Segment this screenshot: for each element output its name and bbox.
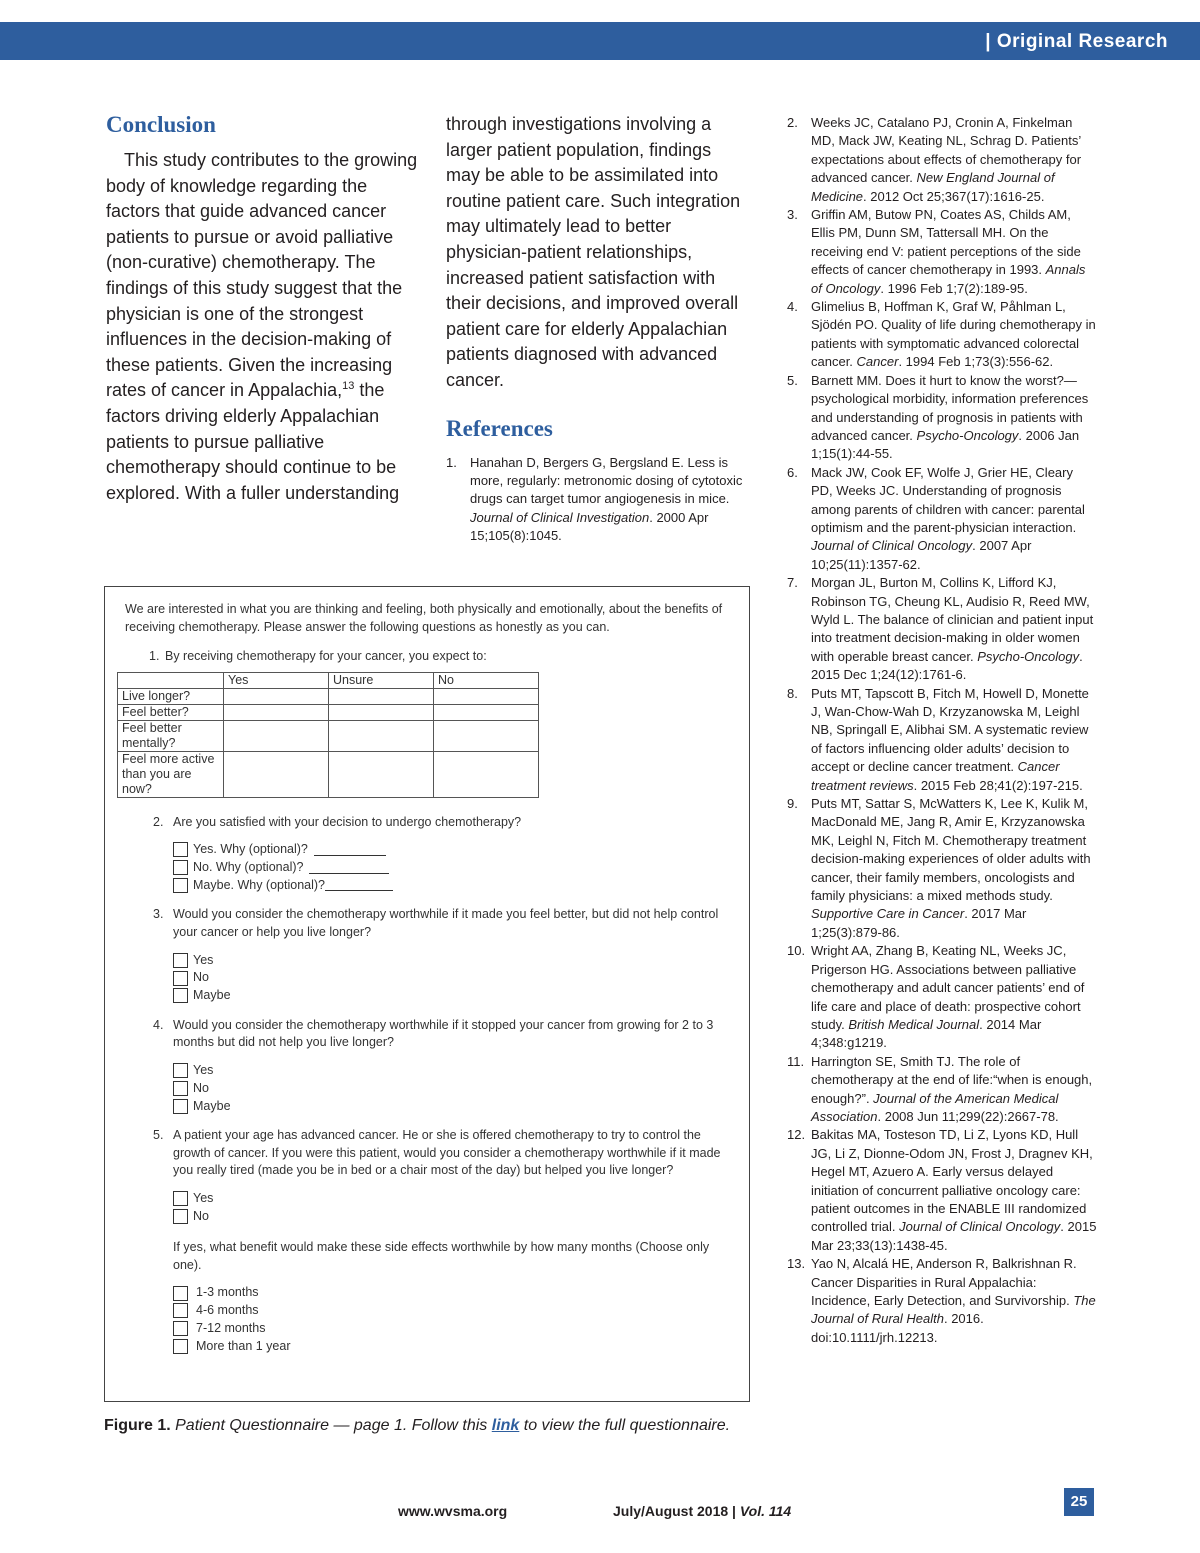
table-header-row xyxy=(118,672,539,688)
reference-details: . 2015 Mar 23;33(13):1438-45. xyxy=(811,1219,1097,1253)
table-row xyxy=(118,720,539,751)
question-5 xyxy=(125,1127,737,1355)
answer-options xyxy=(173,951,737,1004)
row-label: Feel better mentally? xyxy=(118,720,224,751)
question-3 xyxy=(125,906,737,1004)
option-maybe xyxy=(173,987,737,1005)
question-text: A patient your age has advanced cancer. He or she is offered chemotherapy to try to control the growth of cancer. If you were this patient, would you consider a chemotherapy worthwhile if it made you really tired (made you be in bed or a chair most of the day) but helped you live longer? xyxy=(173,1128,721,1178)
answer-cell[interactable] xyxy=(434,751,539,797)
reference-text: Puts MT, Tapscott B, Fitch M, Howell D, Monette J, Wan-Chow-Wah D, Krzyzanowska M, Leighl NB, Springall E, Alibhai SM. A systematic review of factors influencing older adults’ decision to accept or decline cancer treatment. xyxy=(811,685,1089,775)
expectation-table xyxy=(117,672,539,798)
answer-cell[interactable] xyxy=(329,704,434,720)
reference-number: 3. xyxy=(787,207,798,223)
reference-number: 13. xyxy=(787,1256,806,1272)
checkbox[interactable] xyxy=(173,1063,188,1078)
row-label: Live longer? xyxy=(118,688,224,704)
reference-journal: Journal of Clinical Investigation xyxy=(470,509,650,525)
conclusion-continued: through investigations involving a larger patient population, findings may be able to be assimilated into routine patient care. Such integration may ultimately lead to better physician-patient relationships, increased patient satisfaction with their decisions, and improved overall patient care for elderly Appalachian patients diagnosed with advanced cancer. xyxy=(446,114,741,390)
reference-journal: Psycho-Oncology xyxy=(977,648,1080,664)
column-header: No xyxy=(434,672,539,688)
option-yes xyxy=(173,1190,737,1208)
reference-list-part2 xyxy=(787,114,1097,1347)
references-heading: References xyxy=(446,415,553,441)
reference-item xyxy=(446,454,746,546)
reference-details: . 2007 Apr 10;25(11):1357-62. xyxy=(811,538,1032,572)
question-text: By receiving chemotherapy for your cancer, you expect to: xyxy=(165,649,487,663)
reference-journal: Journal of the American Medical Association xyxy=(811,1090,1059,1124)
reference-item xyxy=(787,574,1097,684)
reference-journal: British Medical Journal xyxy=(848,1016,980,1032)
patient-questionnaire xyxy=(104,586,750,1402)
checkbox[interactable] xyxy=(173,1339,188,1354)
conclusion-heading: Conclusion xyxy=(106,112,216,137)
checkbox[interactable] xyxy=(173,1191,188,1206)
question-number: 2. xyxy=(153,814,164,829)
reference-text: Yao N, Alcalá HE, Anderson R, Balkrishnan R. Cancer Disparities in Rural Appalachia: Incidence, Early Detection, and Survivorship. xyxy=(811,1256,1077,1308)
reference-item xyxy=(787,298,1097,372)
option-no xyxy=(173,1080,737,1098)
header-bar xyxy=(0,22,1200,60)
option-label: Yes xyxy=(193,1190,214,1205)
reference-details: . 2016. doi:10.1111/jrh.12213. xyxy=(811,1311,984,1345)
checkbox[interactable] xyxy=(173,971,188,986)
option-no xyxy=(173,859,737,877)
caption-text-end: to view the full questionnaire. xyxy=(519,1417,731,1434)
answer-cell[interactable] xyxy=(224,720,329,751)
reference-details: . 2017 Mar 1;25(3):879-86. xyxy=(811,906,1027,940)
option-label: Yes xyxy=(193,952,214,967)
reference-text: Hanahan D, Bergers G, Bergsland E. Less is more, regularly: metronomic dosing of cytotoxic drugs can target tumor angiogenesis in mice. xyxy=(470,454,743,507)
reference-number: 6. xyxy=(787,464,798,480)
reference-details: . 2000 Apr 15;105(8):1045. xyxy=(470,509,709,544)
reference-journal: Journal of Clinical Oncology xyxy=(899,1219,1061,1235)
reference-text: Barnett MM. Does it hurt to know the worst?—psychological morbidity, information preferences and understanding of prognosis in patients with advanced cancer. xyxy=(811,372,1089,443)
checkbox[interactable] xyxy=(173,1303,188,1318)
option-label: More than 1 year xyxy=(196,1338,291,1353)
option-label: Maybe xyxy=(193,988,231,1003)
reference-number: 9. xyxy=(787,796,798,812)
question-4 xyxy=(125,1017,737,1115)
reference-journal: Cancer treatment reviews xyxy=(811,759,1060,793)
option-label: No xyxy=(193,1080,209,1095)
reference-details: . 2006 Jan 1;15(1):44-55. xyxy=(811,427,1080,462)
question-text: Would you consider the chemotherapy worthwhile if it made you feel better, but did not help control your cancer or help you live longer? xyxy=(173,907,719,939)
reference-details: . 1994 Feb 1;73(3):556-62. xyxy=(898,354,1054,370)
reference-item xyxy=(787,795,1097,942)
checkbox[interactable] xyxy=(173,1209,188,1224)
answer-options xyxy=(173,1062,737,1115)
footer-website: www.wvsma.org xyxy=(398,1503,508,1519)
option-maybe xyxy=(173,877,737,895)
reference-item xyxy=(787,114,1097,206)
answer-cell[interactable] xyxy=(434,720,539,751)
option-no xyxy=(173,969,737,987)
reference-number: 12. xyxy=(787,1127,806,1143)
section-label: | Original Research xyxy=(985,31,1168,52)
conclusion-column xyxy=(106,112,426,506)
conclusion-paragraph xyxy=(106,148,426,506)
footer-issue xyxy=(613,1503,791,1519)
question-number: 1. xyxy=(149,649,160,663)
reference-text: Wright AA, Zhang B, Keating NL, Weeks JC, Prigerson HG. Associations between palliative chemotherapy and adult cancer patients’ end of life care and place of death: prospective cohort study. xyxy=(811,943,1085,1032)
answer-cell[interactable] xyxy=(224,751,329,797)
reference-item xyxy=(787,1126,1097,1255)
answer-cell[interactable] xyxy=(329,751,434,797)
table-row xyxy=(118,751,539,797)
checkbox[interactable] xyxy=(173,1099,188,1114)
reference-details: . 2008 Jun 11;299(22):2667-78. xyxy=(877,1108,1059,1124)
option-yes xyxy=(173,841,737,859)
reference-number: 10. xyxy=(787,943,806,959)
answer-cell[interactable] xyxy=(434,704,539,720)
reference-journal: Annals of Oncology xyxy=(811,262,1086,296)
conclusion-text-2: the factors driving elderly Appalachian patients to pursue palliative chemotherapy should continue to be explored. With a fuller understanding xyxy=(106,380,400,503)
reference-number: 5. xyxy=(787,372,798,388)
issue-date: July/August 2018 | xyxy=(613,1503,740,1519)
row-label: Feel more active than you are now? xyxy=(118,751,224,797)
reference-text: Glimelius B, Hoffman K, Graf W, Påhlman L, Sjödén PO. Quality of life during chemotherapy in patients with symptomatic advanced colorectal cancer. xyxy=(811,299,1096,370)
reference-item xyxy=(787,942,1097,1052)
question-1 xyxy=(125,648,737,666)
question-2 xyxy=(125,814,737,895)
option-label: 4-6 months xyxy=(196,1303,259,1318)
reference-number: 4. xyxy=(787,299,798,315)
answer-options xyxy=(173,841,737,894)
reference-text: Bakitas MA, Tosteson TD, Li Z, Lyons KD, Hull JG, Li Z, Dionne-Odom JN, Frost J, Dragnev KH, Hegel MT, Azuero A. Early versus delayed initiation of concurrent palliative oncology care: patient outcomes in the ENABLE III randomized controlled trial. xyxy=(811,1127,1093,1235)
reference-text: Harrington SE, Smith TJ. The role of chemotherapy at the end of life:“when is enough, enough?”. xyxy=(811,1053,1093,1106)
option-label: Yes. Why (optional)? xyxy=(193,842,308,857)
answer-cell[interactable] xyxy=(224,704,329,720)
reference-details: . 1996 Feb 1;7(2):189-95. xyxy=(880,280,1028,296)
option-label: No. Why (optional)? xyxy=(193,859,304,874)
reference-details: . 2012 Oct 25;367(17):1616-25. xyxy=(863,188,1045,204)
option-yes xyxy=(173,951,737,969)
reference-item xyxy=(787,1255,1097,1347)
reference-text: Weeks JC, Catalano PJ, Cronin A, Finkelman MD, Mack JW, Keating NL, Schrag D. Patients’ expectations about effects of chemotherapy for advanced cancer. xyxy=(811,115,1082,186)
middle-column xyxy=(446,112,746,546)
reference-item xyxy=(787,685,1097,795)
reference-journal: Cancer xyxy=(856,354,899,370)
followup-question: If yes, what benefit would make these side effects worthwhile by how many months (Choose only one). xyxy=(173,1240,710,1272)
reference-item xyxy=(787,1053,1097,1127)
option-label: Maybe xyxy=(193,1098,231,1113)
checkbox[interactable] xyxy=(173,1321,188,1336)
conclusion-text-1: This study contributes to the growing body of knowledge regarding the factors that guide advanced cancer patients to pursue or avoid palliative (non-curative) chemotherapy. The findings of this study suggest that the physician is one of the strongest influences in the decision-making of these patients. Given the increasing rates of cancer in Appalachia, xyxy=(106,150,418,401)
reference-text: Griffin AM, Butow PN, Coates AS, Childs AM, Ellis PM, Dunn SM, Tattersall MH. On the receiving end V: patient perceptions of the side effects of cancer chemotherapy in 1993. xyxy=(811,207,1081,278)
question-text: Would you consider the chemotherapy worthwhile if it stopped your cancer from growing for 2 to 3 months but did not help you live longer? xyxy=(173,1017,714,1050)
volume-number: Vol. 114 xyxy=(739,1503,792,1519)
figure-caption xyxy=(104,1417,730,1435)
answer-cell[interactable] xyxy=(434,688,539,704)
reference-journal: Journal of Clinical Oncology xyxy=(811,538,973,554)
option-label: Maybe. Why (optional)? xyxy=(193,877,326,892)
reference-number: 2. xyxy=(787,115,798,130)
question-number: 4. xyxy=(153,1017,164,1032)
reference-list-part1 xyxy=(446,454,746,546)
figure-label: Figure 1. xyxy=(104,1417,171,1434)
reference-journal: Psycho-Oncology xyxy=(916,427,1019,443)
reference-number: 8. xyxy=(787,685,798,701)
option-1-3-months xyxy=(173,1284,737,1302)
checkbox[interactable] xyxy=(173,988,188,1003)
reference-item xyxy=(787,464,1097,574)
answer-options xyxy=(173,1190,737,1226)
answer-cell[interactable] xyxy=(329,720,434,751)
page-number: 25 xyxy=(1064,1488,1094,1516)
checkbox[interactable] xyxy=(173,878,188,893)
reference-number: 11. xyxy=(787,1053,805,1069)
reference-details: . 2015 Feb 28;41(2):197-215. xyxy=(913,777,1083,793)
reference-number: 1. xyxy=(446,454,457,470)
option-7-12-months xyxy=(173,1320,737,1338)
question-number: 5. xyxy=(153,1128,164,1143)
row-label: Feel better? xyxy=(118,704,224,720)
reference-text: Morgan JL, Burton M, Collins K, Lifford KJ, Robinson TG, Cheung KL, Audisio R, Reed MW, Wyld L. The balance of clinician and patient input into treatment decision-making in older women with operable breast cancer. xyxy=(811,575,1094,664)
question-number: 3. xyxy=(153,907,164,922)
reference-journal: The Journal of Rural Health xyxy=(811,1293,1096,1327)
reference-details: . 2014 Mar 4;348:g1219. xyxy=(811,1016,1042,1051)
option-label: No xyxy=(193,970,209,985)
option-label: 7-12 months xyxy=(196,1321,266,1335)
column-header: Yes xyxy=(224,672,329,688)
caption-text: Patient Questionnaire — page 1. Follow this xyxy=(170,1417,492,1434)
reference-item xyxy=(787,206,1097,298)
checkbox[interactable] xyxy=(173,1286,188,1301)
citation-superscript: 13 xyxy=(342,380,355,393)
reference-text: Mack JW, Cook EF, Wolfe J, Grier HE, Cleary PD, Weeks JC. Understanding of prognosis among parents of children with cancer: parental optimism and the parent-physician interaction. xyxy=(811,464,1085,535)
table-row xyxy=(118,704,539,720)
option-yes xyxy=(173,1062,737,1080)
questionnaire-link[interactable]: link xyxy=(491,1417,520,1434)
checkbox[interactable] xyxy=(173,842,188,857)
answer-cell[interactable] xyxy=(224,688,329,704)
question-text: Are you satisfied with your decision to undergo chemotherapy? xyxy=(173,814,522,829)
answer-line[interactable] xyxy=(309,862,389,874)
reference-item xyxy=(787,372,1097,464)
empty-header xyxy=(118,672,224,688)
checkbox[interactable] xyxy=(173,1081,188,1096)
month-options xyxy=(173,1284,737,1355)
right-column xyxy=(787,114,1097,1347)
option-label: Yes xyxy=(193,1062,214,1077)
column-header: Unsure xyxy=(329,672,434,688)
answer-line[interactable] xyxy=(314,844,386,856)
option-more-than-1-year xyxy=(173,1338,737,1356)
reference-journal: Supportive Care in Cancer xyxy=(811,906,965,922)
option-label: 1-3 months xyxy=(196,1285,259,1300)
option-label: No xyxy=(193,1208,209,1223)
reference-details: . 2015 Dec 1;24(12):1761-6. xyxy=(811,648,1083,683)
reference-text: Puts MT, Sattar S, McWatters K, Lee K, Kulik M, MacDonald ME, Jang R, Amir E, Krzyzanowska MK, Leighl N, Fitch M. Chemotherapy treatment decision-making experiences of older adults with cancer, their family members, oncologists and family physicians: a mixed methods study. xyxy=(811,796,1091,904)
answer-line[interactable] xyxy=(325,879,393,891)
option-4-6-months xyxy=(173,1302,737,1320)
reference-journal: New England Journal of Medicine xyxy=(811,170,1055,204)
option-no xyxy=(173,1207,737,1225)
answer-cell[interactable] xyxy=(329,688,434,704)
questionnaire-intro: We are interested in what you are thinking and feeling, both physically and emotionally, about the benefits of receiving chemotherapy. Please answer the following questions as honestly as you can. xyxy=(125,602,723,634)
reference-number: 7. xyxy=(787,575,798,591)
table-row xyxy=(118,688,539,704)
option-maybe xyxy=(173,1097,737,1115)
checkbox[interactable] xyxy=(173,953,188,968)
checkbox[interactable] xyxy=(173,860,188,875)
